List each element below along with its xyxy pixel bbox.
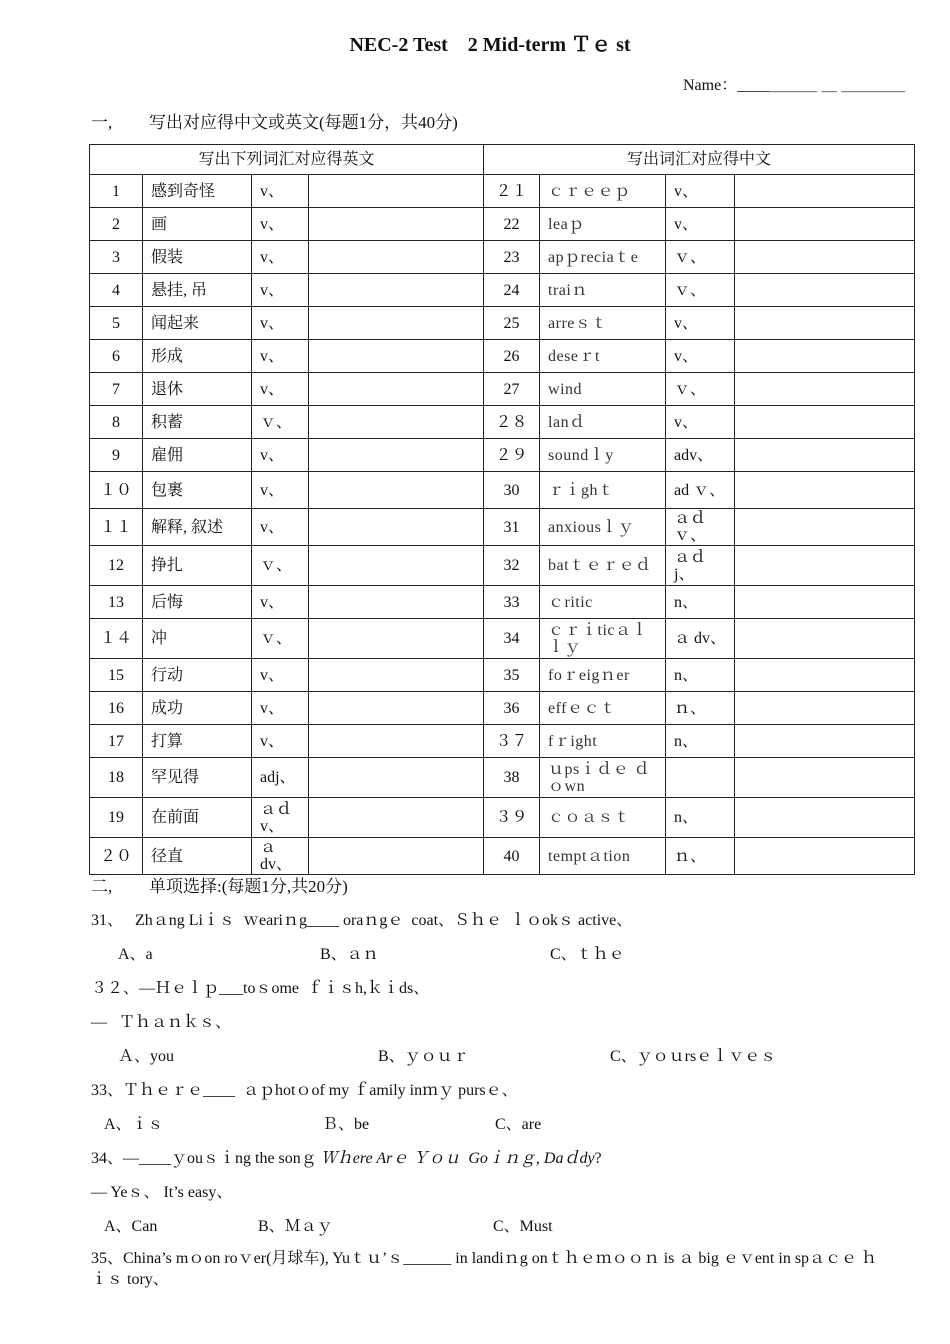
right-item-number: 33 [484,586,540,619]
right-english-term: anxiousｌｙ [540,509,666,546]
right-english-term: ｃｏａｓｔ [540,798,666,838]
table-row [90,340,915,373]
left-chinese-term: 雇佣 [143,439,252,472]
question-35-stem: 35、China’s mｏon roｖer(月球车), Yuｔｕ’ｓ______ in landiｎg onｔｈｅｍｏｏｎ is ａ big ｅｖent in spａｃｅ ｈｉｓ tory、 [91,1250,878,1288]
right-column-header: 写出词汇对应得中文 [484,145,915,175]
table-row [90,725,915,758]
right-part-of-speech: v、 [666,340,735,373]
right-answer-blank[interactable] [735,798,915,838]
section-2-number: 二, [91,877,113,896]
left-answer-blank[interactable] [309,798,484,838]
left-chinese-term: 罕见得 [143,758,252,798]
right-part-of-speech: ｖ、 [666,373,735,406]
left-answer-blank[interactable] [309,175,484,208]
left-chinese-term: 在前面 [143,798,252,838]
question-32-option-a: Ａ、you [118,1048,175,1065]
right-english-term: ｃｒｅｅｐ [540,175,666,208]
right-answer-blank[interactable] [735,725,915,758]
section-2-title: 单项选择:(每题1分,共20分) [149,877,348,896]
left-chinese-term: 挣扎 [143,546,252,586]
left-item-number: 4 [90,274,143,307]
left-part-of-speech: v、 [252,586,309,619]
question-32-option-c: C、ｙｏｕrsｅｌｖｅｓ [610,1048,777,1065]
question-34-stem [91,1145,602,1168]
left-part-of-speech: ｖ、 [252,619,309,659]
left-answer-blank[interactable] [309,586,484,619]
right-answer-blank[interactable] [735,208,915,241]
right-answer-blank[interactable] [735,175,915,208]
left-part-of-speech: v、 [252,307,309,340]
right-item-number: 22 [484,208,540,241]
question-31-option-c: C、ｔｈｅ [550,946,625,963]
right-answer-blank[interactable] [735,307,915,340]
left-part-of-speech: v、 [252,208,309,241]
right-item-number: 32 [484,546,540,586]
right-item-number: 34 [484,619,540,659]
right-part-of-speech: n、 [666,659,735,692]
left-chinese-term: 冲 [143,619,252,659]
question-34-reply: — Yeｓ、 It’s easy、 [91,1184,233,1201]
left-part-of-speech: ａｄ v、 [252,798,309,838]
left-answer-blank[interactable] [309,208,484,241]
left-chinese-term: 感到奇怪 [143,175,252,208]
right-answer-blank[interactable] [735,619,915,659]
right-answer-blank[interactable] [735,838,915,875]
left-part-of-speech: v、 [252,274,309,307]
table-row [90,838,915,875]
right-part-of-speech: ａｄ ｖ、 [666,509,735,546]
left-part-of-speech: ｖ、 [252,406,309,439]
right-part-of-speech: v、 [666,307,735,340]
left-chinese-term: 形成 [143,340,252,373]
right-item-number: 38 [484,758,540,798]
question-34-option-a: A、Can [104,1218,158,1235]
right-part-of-speech: n、 [666,725,735,758]
left-item-number: 13 [90,586,143,619]
left-answer-blank[interactable] [309,274,484,307]
left-item-number: 1 [90,175,143,208]
right-item-number: ２８ [484,406,540,439]
left-item-number: 12 [90,546,143,586]
table-row [90,692,915,725]
question-34-option-c: C、Must [493,1218,553,1235]
left-chinese-term: 闻起来 [143,307,252,340]
question-32-reply: — Ｔｈａｎｋｓ、 [91,1014,232,1031]
left-part-of-speech: v、 [252,509,309,546]
right-answer-blank[interactable] [735,406,915,439]
question-34-stem-end: ? [594,1150,602,1167]
right-english-term: traiｎ [540,274,666,307]
table-row [90,373,915,406]
left-chinese-term: 径直 [143,838,252,875]
right-part-of-speech: n、 [666,798,735,838]
left-chinese-term: 解释, 叙述 [143,509,252,546]
right-english-term: ｃｒｉticａｌｌｙ [540,619,666,659]
right-part-of-speech: v、 [666,406,735,439]
left-part-of-speech: v、 [252,373,309,406]
left-answer-blank[interactable] [309,439,484,472]
left-part-of-speech: v、 [252,241,309,274]
right-answer-blank[interactable] [735,509,915,546]
vocabulary-table [89,144,915,875]
right-part-of-speech: ｖ、 [666,274,735,307]
left-column-header: 写出下列词汇对应得英文 [90,145,484,175]
right-item-number: 40 [484,838,540,875]
right-english-term: temptａtion [540,838,666,875]
left-answer-blank[interactable] [309,373,484,406]
table-row [90,472,915,509]
question-31-option-b: B、ａｎ [320,946,379,963]
right-item-number: 36 [484,692,540,725]
right-english-term: deseｒt [540,340,666,373]
right-english-term: wind [540,373,666,406]
left-item-number: 3 [90,241,143,274]
table-row [90,659,915,692]
right-english-term: fｒight [540,725,666,758]
right-part-of-speech: ad ｖ、 [666,472,735,509]
table-row [90,758,915,798]
right-english-term: soundｌy [540,439,666,472]
page-title: NEC-2 Test 2 Mid-term Ｔｅ st [349,34,631,56]
question-34-song-title: Ｗｈere Arｅ Ｙｏｕ Goｉｎｇ, Daｄdy [320,1150,595,1167]
table-row [90,798,915,838]
right-part-of-speech: ａｄ j、 [666,546,735,586]
right-english-term: ｕpsｉｄｅ ｄｏwn [540,758,666,798]
left-answer-blank[interactable] [309,472,484,509]
left-item-number: 18 [90,758,143,798]
right-english-term: arreｓｔ [540,307,666,340]
table-row [90,175,915,208]
right-english-term: effｅｃｔ [540,692,666,725]
section-1-number: 一, [91,113,113,132]
left-item-number: 9 [90,439,143,472]
right-item-number: 35 [484,659,540,692]
left-answer-blank[interactable] [309,307,484,340]
left-answer-blank[interactable] [309,758,484,798]
table-row [90,439,915,472]
question-33-option-a: A、ｉｓ [104,1116,164,1133]
right-answer-blank[interactable] [735,241,915,274]
section-1-title: 写出对应得中文或英文(每题1分，共40分) [149,113,458,132]
right-answer-blank[interactable] [735,274,915,307]
right-english-term: apｐreciaｔe [540,241,666,274]
right-item-number: 26 [484,340,540,373]
left-chinese-term: 假装 [143,241,252,274]
left-chinese-term: 悬挂, 吊 [143,274,252,307]
right-item-number: 25 [484,307,540,340]
left-chinese-term: 行动 [143,659,252,692]
left-item-number: １１ [90,509,143,546]
left-chinese-term: 成功 [143,692,252,725]
left-part-of-speech: v、 [252,439,309,472]
table-row [90,546,915,586]
question-32-stem: ３２、—Ｈｅｌｐ___toｓome ｆｉｓh,ｋｉds、 [91,980,430,997]
left-part-of-speech: ａ dv、 [252,838,309,875]
right-part-of-speech: adv、 [666,439,735,472]
table-row [90,406,915,439]
section-1-heading [91,108,458,133]
table-row [90,274,915,307]
left-chinese-term: 后悔 [143,586,252,619]
right-answer-blank[interactable] [735,692,915,725]
question-33-option-c: C、are [495,1116,542,1133]
table-row [90,307,915,340]
right-part-of-speech: ａ dv、 [666,619,735,659]
left-part-of-speech: v、 [252,659,309,692]
name-field-label: Name：____＿＿＿ ＿ ＿＿＿＿ [683,77,906,94]
right-answer-blank[interactable] [735,439,915,472]
right-answer-blank[interactable] [735,586,915,619]
right-item-number: ３９ [484,798,540,838]
left-answer-blank[interactable] [309,546,484,586]
left-chinese-term: 打算 [143,725,252,758]
right-item-number: ２１ [484,175,540,208]
left-item-number: 16 [90,692,143,725]
table-row [90,509,915,546]
question-33-stem: 33、Ｔｈｅｒｅ____ ａｐhotｏof my ｆamily inｍｙ pursｅ、 [91,1082,518,1099]
right-item-number: ２９ [484,439,540,472]
left-answer-blank[interactable] [309,241,484,274]
left-part-of-speech: v、 [252,472,309,509]
question-31-stem: 31、 Zhａng Liｉｓ ｗeariｎg____ oraｎgｅ coat、Ｓｈｅ ｌｏokｓ active、 [91,912,633,929]
question-31-option-a: A、a [118,946,153,963]
right-english-term: foｒeigｎer [540,659,666,692]
left-answer-blank[interactable] [309,509,484,546]
left-part-of-speech: v、 [252,175,309,208]
left-item-number: １４ [90,619,143,659]
left-answer-blank[interactable] [309,406,484,439]
left-answer-blank[interactable] [309,619,484,659]
table-row [90,619,915,659]
left-answer-blank[interactable] [309,340,484,373]
right-part-of-speech: ｖ、 [666,241,735,274]
question-34-stem-start: 34、—____ｙouｓｉng the sonｇ [91,1150,321,1167]
left-item-number: 15 [90,659,143,692]
right-part-of-speech: n、 [666,586,735,619]
right-item-number: 23 [484,241,540,274]
table-row [90,241,915,274]
left-part-of-speech: v、 [252,692,309,725]
left-part-of-speech: adj、 [252,758,309,798]
left-part-of-speech: v、 [252,725,309,758]
right-answer-blank[interactable] [735,546,915,586]
left-item-number: 7 [90,373,143,406]
left-item-number: 6 [90,340,143,373]
right-english-term: lanｄ [540,406,666,439]
right-answer-blank[interactable] [735,340,915,373]
left-chinese-term: 积蓄 [143,406,252,439]
question-34-option-b: B、Ｍａｙ [258,1218,333,1235]
left-item-number: 8 [90,406,143,439]
right-part-of-speech: ｎ、 [666,692,735,725]
right-item-number: ３７ [484,725,540,758]
question-33-option-b: Ｂ、be [322,1116,370,1133]
section-2-heading [91,872,348,897]
left-answer-blank[interactable] [309,692,484,725]
left-chinese-term: 包裹 [143,472,252,509]
left-item-number: ２０ [90,838,143,875]
right-item-number: 31 [484,509,540,546]
left-part-of-speech: ｖ、 [252,546,309,586]
right-part-of-speech: v、 [666,175,735,208]
right-answer-blank[interactable] [735,659,915,692]
right-item-number: 27 [484,373,540,406]
table-row [90,208,915,241]
right-english-term: ｒｉghｔ [540,472,666,509]
right-part-of-speech: ｎ、 [666,838,735,875]
left-item-number: 19 [90,798,143,838]
right-item-number: 24 [484,274,540,307]
right-answer-blank[interactable] [735,373,915,406]
left-answer-blank[interactable] [309,659,484,692]
left-part-of-speech: v、 [252,340,309,373]
right-english-term: leaｐ [540,208,666,241]
left-chinese-term: 画 [143,208,252,241]
left-answer-blank[interactable] [309,725,484,758]
left-item-number: 2 [90,208,143,241]
left-item-number: 5 [90,307,143,340]
left-chinese-term: 退休 [143,373,252,406]
right-answer-blank[interactable] [735,472,915,509]
right-part-of-speech [666,758,735,798]
right-english-term: ｃritic [540,586,666,619]
table-header-row [90,145,915,175]
right-answer-blank[interactable] [735,758,915,798]
left-item-number: 17 [90,725,143,758]
right-english-term: batｔｅｒｅｄ [540,546,666,586]
left-answer-blank[interactable] [309,838,484,875]
question-32-option-b: B、ｙｏｕｒ [378,1048,469,1065]
right-item-number: 30 [484,472,540,509]
left-item-number: １０ [90,472,143,509]
right-part-of-speech: v、 [666,208,735,241]
table-row [90,586,915,619]
